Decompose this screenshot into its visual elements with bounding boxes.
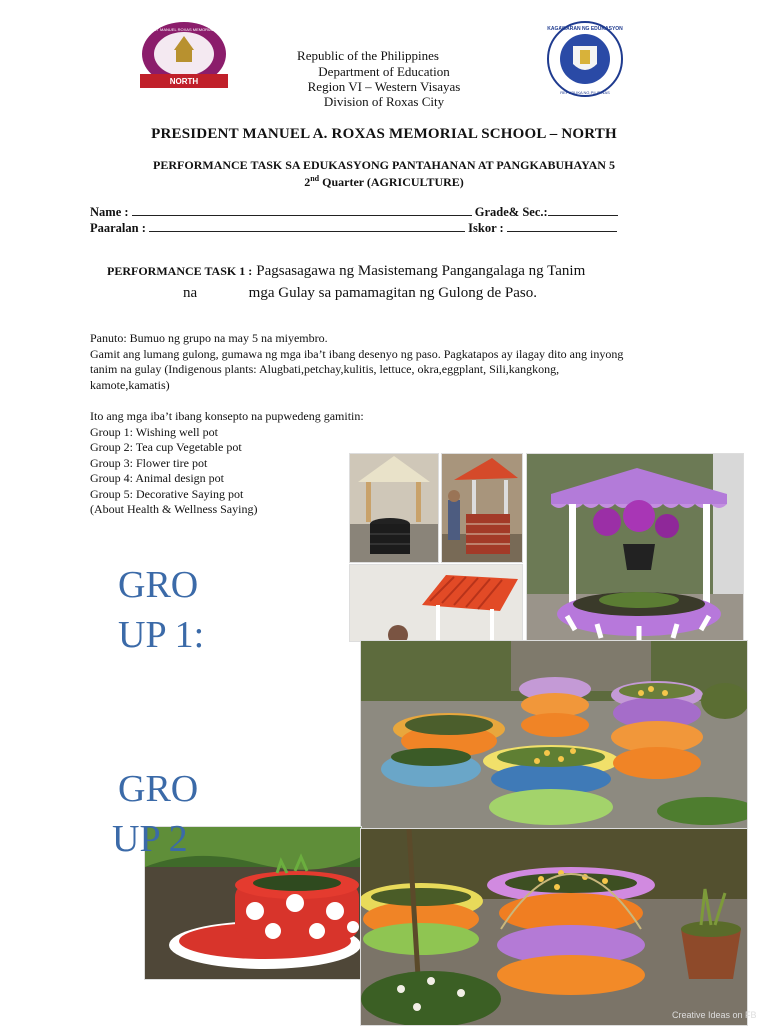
grade-label: Grade& Sec.: — [474, 205, 548, 219]
performance-task-heading — [107, 262, 585, 280]
deped-seal — [540, 20, 630, 98]
school-input-line[interactable] — [149, 220, 465, 232]
logo-ring-text: PRESIDENT MANUEL ROXAS MEMORIAL SCHOOL — [136, 27, 232, 32]
group2-heading-b: UP 2 — [112, 818, 188, 860]
school-row — [90, 220, 617, 236]
purple-wishing-well-photo — [526, 453, 744, 641]
photo-watermark: Creative Ideas on FB — [672, 1010, 757, 1020]
flower-tire-pots-photo — [360, 640, 748, 830]
task-title-line: PERFORMANCE TASK SA EDUKASYONG PANTAHANAN AT PANGKABUHAYAN 5 — [153, 158, 615, 172]
quarter-sup: nd — [310, 174, 320, 183]
group2-heading — [112, 764, 199, 864]
school-name: PRESIDENT MANUEL A. ROXAS MEMORIAL SCHOOL – NORTH — [151, 126, 617, 142]
concept-item: Group 4: Animal design pot — [90, 471, 224, 485]
name-input-line[interactable] — [132, 204, 472, 216]
group1-heading-b: UP 1: — [118, 614, 205, 656]
grade-input-line[interactable] — [548, 204, 618, 216]
pt-label: PERFORMANCE TASK 1 : — [107, 264, 253, 278]
instructions — [90, 331, 730, 393]
task-title — [0, 158, 768, 189]
score-input-line[interactable] — [507, 220, 617, 232]
performance-task-heading-2 — [183, 285, 537, 302]
seal-top-text: KAGAWARAN NG EDUKASYON — [547, 26, 623, 32]
instr-line2: Gamit ang lumang gulong, gumawa ng mga iba’t ibang desenyo ng paso. Pagkatapos ay ilagay dito ang inyong — [90, 346, 624, 361]
concept-item: (About Health & Wellness Saying) — [90, 502, 258, 516]
quarter-rest: Quarter (AGRICULTURE) — [319, 175, 464, 189]
wishing-well-photo-1 — [349, 453, 439, 563]
concepts-intro: Ito ang mga iba’t ibang konsepto na pupwedeng gamitin: — [90, 409, 364, 423]
concept-item: Group 2: Tea cup Vegetable pot — [90, 440, 242, 454]
pt-title-b2: mga Gulay sa pamamagitan ng Gulong de Paso. — [248, 285, 537, 301]
group1-heading — [118, 560, 204, 660]
concept-item: Group 3: Flower tire pot — [90, 455, 208, 470]
logo-banner-text: NORTH — [169, 77, 199, 86]
header-deped: Department of Education — [318, 64, 450, 79]
instr-line1: Panuto: Bumuo ng grupo na may 5 na miyembro. — [90, 331, 328, 345]
header-region: Region VI – Western Visayas — [307, 79, 461, 94]
concept-item: Group 5: Decorative Saying pot — [90, 486, 244, 501]
seal-bottom-text: REPUBLIKA NG PILIPINAS — [560, 90, 610, 95]
instr-line3: tanim na gulay (Indigenous plants: Alugbati,petchay,kulitis, lettuce, okra,eggplant, Sili,kangkong, — [90, 362, 560, 376]
stacked-tires-photo — [360, 828, 748, 1026]
quarter-line — [0, 172, 768, 189]
concepts-list — [90, 409, 364, 518]
group1-heading-a: GRO — [118, 564, 199, 606]
wishing-well-photo-2 — [441, 453, 523, 563]
pt-title-b1: na — [183, 285, 198, 301]
header-division: Division of Roxas City — [323, 94, 445, 109]
header-republic: Republic of the Philippines — [297, 48, 439, 63]
pt-title-a: Pagsasagawa ng Masistemang Pangangalaga ng Tanim — [256, 263, 586, 279]
school-label: Paaralan : — [90, 221, 146, 235]
group2-heading-a: GRO — [118, 768, 199, 810]
concept-item: Group 1: Wishing well pot — [90, 424, 218, 439]
name-label: Name : — [90, 205, 129, 219]
instr-line4: kamote,kamatis) — [90, 377, 170, 392]
name-row — [90, 204, 618, 220]
red-roof-photo — [349, 564, 523, 642]
quarter-num: 2 — [304, 175, 311, 189]
score-label: Iskor : — [468, 221, 504, 235]
